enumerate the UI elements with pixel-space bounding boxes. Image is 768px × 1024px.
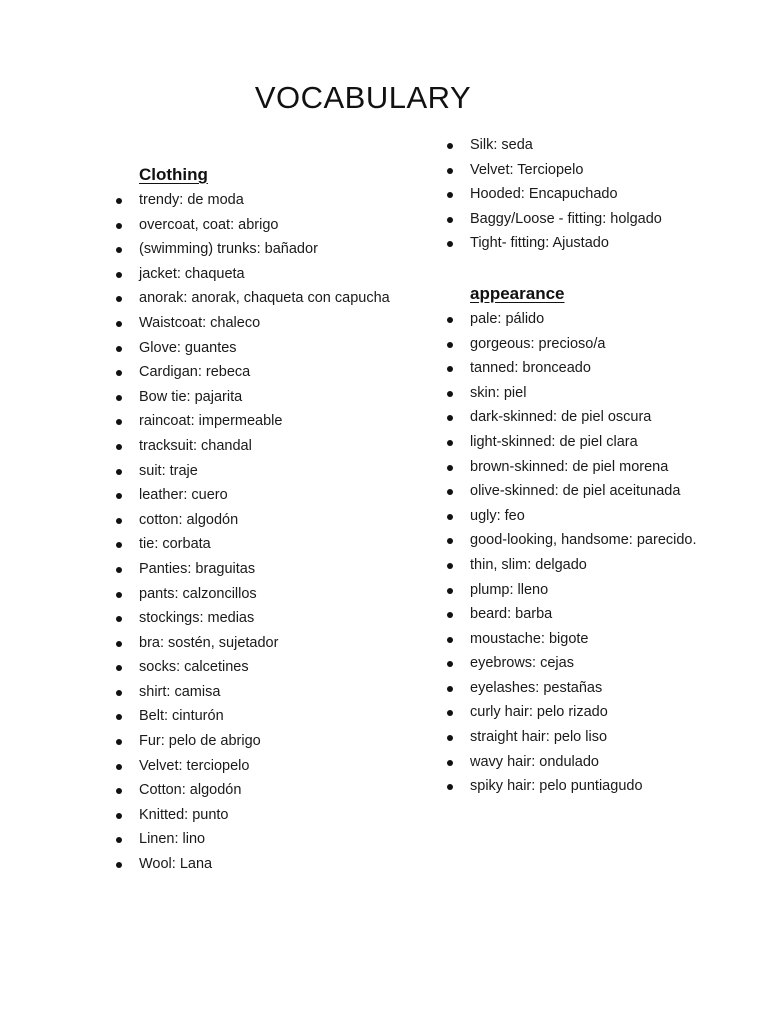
vocab-item-text: Velvet: Terciopelo — [470, 161, 584, 178]
clothing-list — [114, 188, 414, 877]
vocab-item-text: gorgeous: precioso/a — [470, 335, 606, 352]
vocab-item-text: (swimming) trunks: bañador — [139, 241, 318, 258]
vocab-item-text: moustache: bigote — [470, 630, 589, 647]
vocab-item-text: raincoat: impermeable — [139, 413, 283, 430]
bullet-icon — [116, 714, 122, 720]
vocab-item — [445, 479, 745, 504]
bullet-icon — [447, 661, 453, 667]
vocab-item — [445, 528, 745, 553]
vocab-item — [114, 582, 414, 607]
vocab-item-text: anorak: anorak, chaqueta con capucha — [139, 290, 390, 307]
bullet-icon — [447, 489, 453, 495]
vocab-item — [445, 182, 745, 207]
vocab-item — [114, 409, 414, 434]
bullet-icon — [116, 247, 122, 253]
bullet-icon — [116, 764, 122, 770]
bullet-icon — [116, 493, 122, 499]
bullet-icon — [116, 592, 122, 598]
vocab-item — [114, 655, 414, 680]
vocab-item — [445, 332, 745, 357]
vocab-item-text: beard: barba — [470, 606, 553, 623]
right-column — [445, 133, 745, 799]
vocab-item — [114, 385, 414, 410]
vocab-item — [114, 286, 414, 311]
bullet-icon — [447, 637, 453, 643]
bullet-icon — [116, 813, 122, 819]
bullet-icon — [447, 391, 453, 397]
vocab-item — [114, 803, 414, 828]
bullet-icon — [116, 739, 122, 745]
bullet-icon — [116, 419, 122, 425]
bullet-icon — [447, 735, 453, 741]
vocab-item — [445, 578, 745, 603]
vocab-item-text: suit: traje — [139, 462, 198, 479]
vocab-item-text: eyelashes: pestañas — [470, 679, 603, 696]
bullet-icon — [116, 395, 122, 401]
vocab-item — [114, 754, 414, 779]
vocab-item-text: brown-skinned: de piel morena — [470, 458, 669, 475]
bullet-icon — [447, 168, 453, 174]
vocab-item — [445, 504, 745, 529]
bullet-icon — [116, 296, 122, 302]
vocab-item-text: ugly: feo — [470, 507, 525, 524]
vocab-item — [114, 729, 414, 754]
vocab-item-text: curly hair: pelo rizado — [470, 704, 608, 721]
vocab-item-text: tie: corbata — [139, 536, 211, 553]
bullet-icon — [116, 665, 122, 671]
vocab-item-text: stockings: medias — [139, 610, 255, 627]
bullet-icon — [116, 837, 122, 843]
bullet-icon — [447, 342, 453, 348]
bullet-icon — [116, 616, 122, 622]
vocab-item — [114, 704, 414, 729]
appearance-heading: appearance — [470, 283, 565, 303]
vocab-item — [445, 158, 745, 183]
bullet-icon — [116, 223, 122, 229]
vocab-item-text: good-looking, handsome: parecido. — [470, 532, 697, 549]
vocab-item-text: Panties: braguitas — [139, 560, 256, 577]
vocab-item-text: plump: lleno — [470, 581, 549, 598]
vocab-item-text: leather: cuero — [139, 487, 228, 504]
bullet-icon — [116, 198, 122, 204]
bullet-icon — [116, 469, 122, 475]
vocab-item — [114, 508, 414, 533]
vocab-item-text: Waistcoat: chaleco — [139, 314, 261, 331]
vocab-item — [114, 557, 414, 582]
vocab-item — [114, 778, 414, 803]
vocab-item-text: Knitted: punto — [139, 806, 229, 823]
page-title: VOCABULARY — [254, 80, 472, 115]
vocab-item — [114, 262, 414, 287]
bullet-icon — [116, 542, 122, 548]
bullet-icon — [447, 440, 453, 446]
vocab-item — [445, 750, 745, 775]
clothing-column — [114, 162, 414, 877]
vocab-item — [114, 311, 414, 336]
section-spacer — [445, 256, 745, 281]
vocab-item-text: light-skinned: de piel clara — [470, 433, 638, 450]
vocab-item — [114, 483, 414, 508]
vocab-item — [445, 651, 745, 676]
vocab-item — [445, 676, 745, 701]
vocab-item-text: Bow tie: pajarita — [139, 388, 243, 405]
vocab-item — [445, 553, 745, 578]
bullet-icon — [116, 346, 122, 352]
bullet-icon — [447, 710, 453, 716]
bullet-icon — [447, 366, 453, 372]
bullet-icon — [447, 143, 453, 149]
bullet-icon — [447, 217, 453, 223]
vocab-item-text: Silk: seda — [470, 137, 533, 153]
vocab-item-text: Baggy/Loose - fitting: holgado — [470, 210, 662, 227]
vocab-item-text: Cardigan: rebeca — [139, 364, 251, 381]
vocab-item — [445, 725, 745, 750]
vocab-item — [114, 237, 414, 262]
vocab-item-text: wavy hair: ondulado — [470, 753, 599, 770]
vocab-item — [445, 381, 745, 406]
bullet-icon — [116, 272, 122, 278]
bullet-icon — [447, 415, 453, 421]
vocab-item — [445, 430, 745, 455]
vocab-item — [445, 405, 745, 430]
vocab-item — [445, 356, 745, 381]
vocab-item-text: olive-skinned: de piel aceitunada — [470, 483, 681, 500]
vocab-item — [114, 606, 414, 631]
bullet-icon — [447, 563, 453, 569]
vocab-item-text: pants: calzoncillos — [139, 585, 257, 602]
vocab-item — [114, 188, 414, 213]
vocab-item-text: Velvet: terciopelo — [139, 757, 250, 774]
vocab-item — [445, 307, 745, 332]
vocab-item — [445, 207, 745, 232]
vocab-item-text: Fur: pelo de abrigo — [139, 733, 261, 750]
vocab-item — [114, 360, 414, 385]
vocab-item — [114, 532, 414, 557]
vocab-item-text: thin, slim: delgado — [470, 556, 587, 573]
clothing-heading: Clothing — [139, 165, 208, 184]
vocab-item-text: Wool: Lana — [139, 856, 213, 873]
vocab-item-text: skin: piel — [470, 384, 527, 401]
bullet-icon — [116, 567, 122, 573]
bullet-icon — [116, 788, 122, 794]
vocab-item-text: trendy: de moda — [139, 192, 244, 208]
bullet-icon — [447, 465, 453, 471]
clothing-continued-list — [445, 133, 745, 256]
bullet-icon — [447, 538, 453, 544]
vocab-item — [114, 827, 414, 852]
bullet-icon — [447, 514, 453, 520]
vocab-item-text: dark-skinned: de piel oscura — [470, 409, 652, 426]
vocab-item — [445, 700, 745, 725]
vocab-item — [445, 455, 745, 480]
vocab-item — [114, 852, 414, 877]
vocab-item — [114, 631, 414, 656]
vocab-item-text: Glove: guantes — [139, 339, 237, 356]
vocab-item — [445, 133, 745, 158]
vocab-item-text: pale: pálido — [470, 310, 545, 327]
bullet-icon — [447, 192, 453, 198]
vocab-item-text: overcoat, coat: abrigo — [139, 216, 279, 233]
vocab-item-text: Cotton: algodón — [139, 782, 242, 799]
vocab-item-text: eyebrows: cejas — [470, 655, 574, 672]
vocab-item — [445, 627, 745, 652]
bullet-icon — [447, 612, 453, 618]
bullet-icon — [447, 686, 453, 692]
bullet-icon — [116, 321, 122, 327]
bullet-icon — [447, 317, 453, 323]
vocab-item — [114, 213, 414, 238]
vocab-item-text: tracksuit: chandal — [139, 437, 252, 454]
bullet-icon — [116, 690, 122, 696]
bullet-icon — [116, 444, 122, 450]
vocab-item-text: bra: sostén, sujetador — [139, 634, 279, 651]
vocab-item-text: Tight- fitting: Ajustado — [470, 235, 609, 252]
vocab-item — [114, 336, 414, 361]
bullet-icon — [116, 862, 122, 868]
vocab-item-text: Hooded: Encapuchado — [470, 186, 618, 203]
vocab-item — [114, 434, 414, 459]
vocab-item — [445, 231, 745, 256]
vocab-item — [114, 680, 414, 705]
vocab-item-text: socks: calcetines — [139, 659, 249, 676]
vocab-item — [445, 774, 745, 799]
appearance-list — [445, 307, 745, 799]
vocab-item-text: tanned: bronceado — [470, 360, 591, 377]
bullet-icon — [447, 784, 453, 790]
bullet-icon — [447, 588, 453, 594]
vocab-item-text: jacket: chaqueta — [139, 265, 245, 282]
vocab-item-text: spiky hair: pelo puntiagudo — [470, 778, 643, 795]
bullet-icon — [447, 760, 453, 766]
vocab-item-text: Belt: cinturón — [139, 708, 224, 725]
vocab-item — [114, 459, 414, 484]
bullet-icon — [116, 518, 122, 524]
bullet-icon — [447, 241, 453, 247]
vocab-item — [445, 602, 745, 627]
vocab-item-text: shirt: camisa — [139, 683, 221, 700]
bullet-icon — [116, 641, 122, 647]
bullet-icon — [116, 370, 122, 376]
vocab-item-text: Linen: lino — [139, 831, 206, 848]
vocab-item-text: straight hair: pelo liso — [470, 729, 608, 746]
vocab-item-text: cotton: algodón — [139, 511, 239, 528]
